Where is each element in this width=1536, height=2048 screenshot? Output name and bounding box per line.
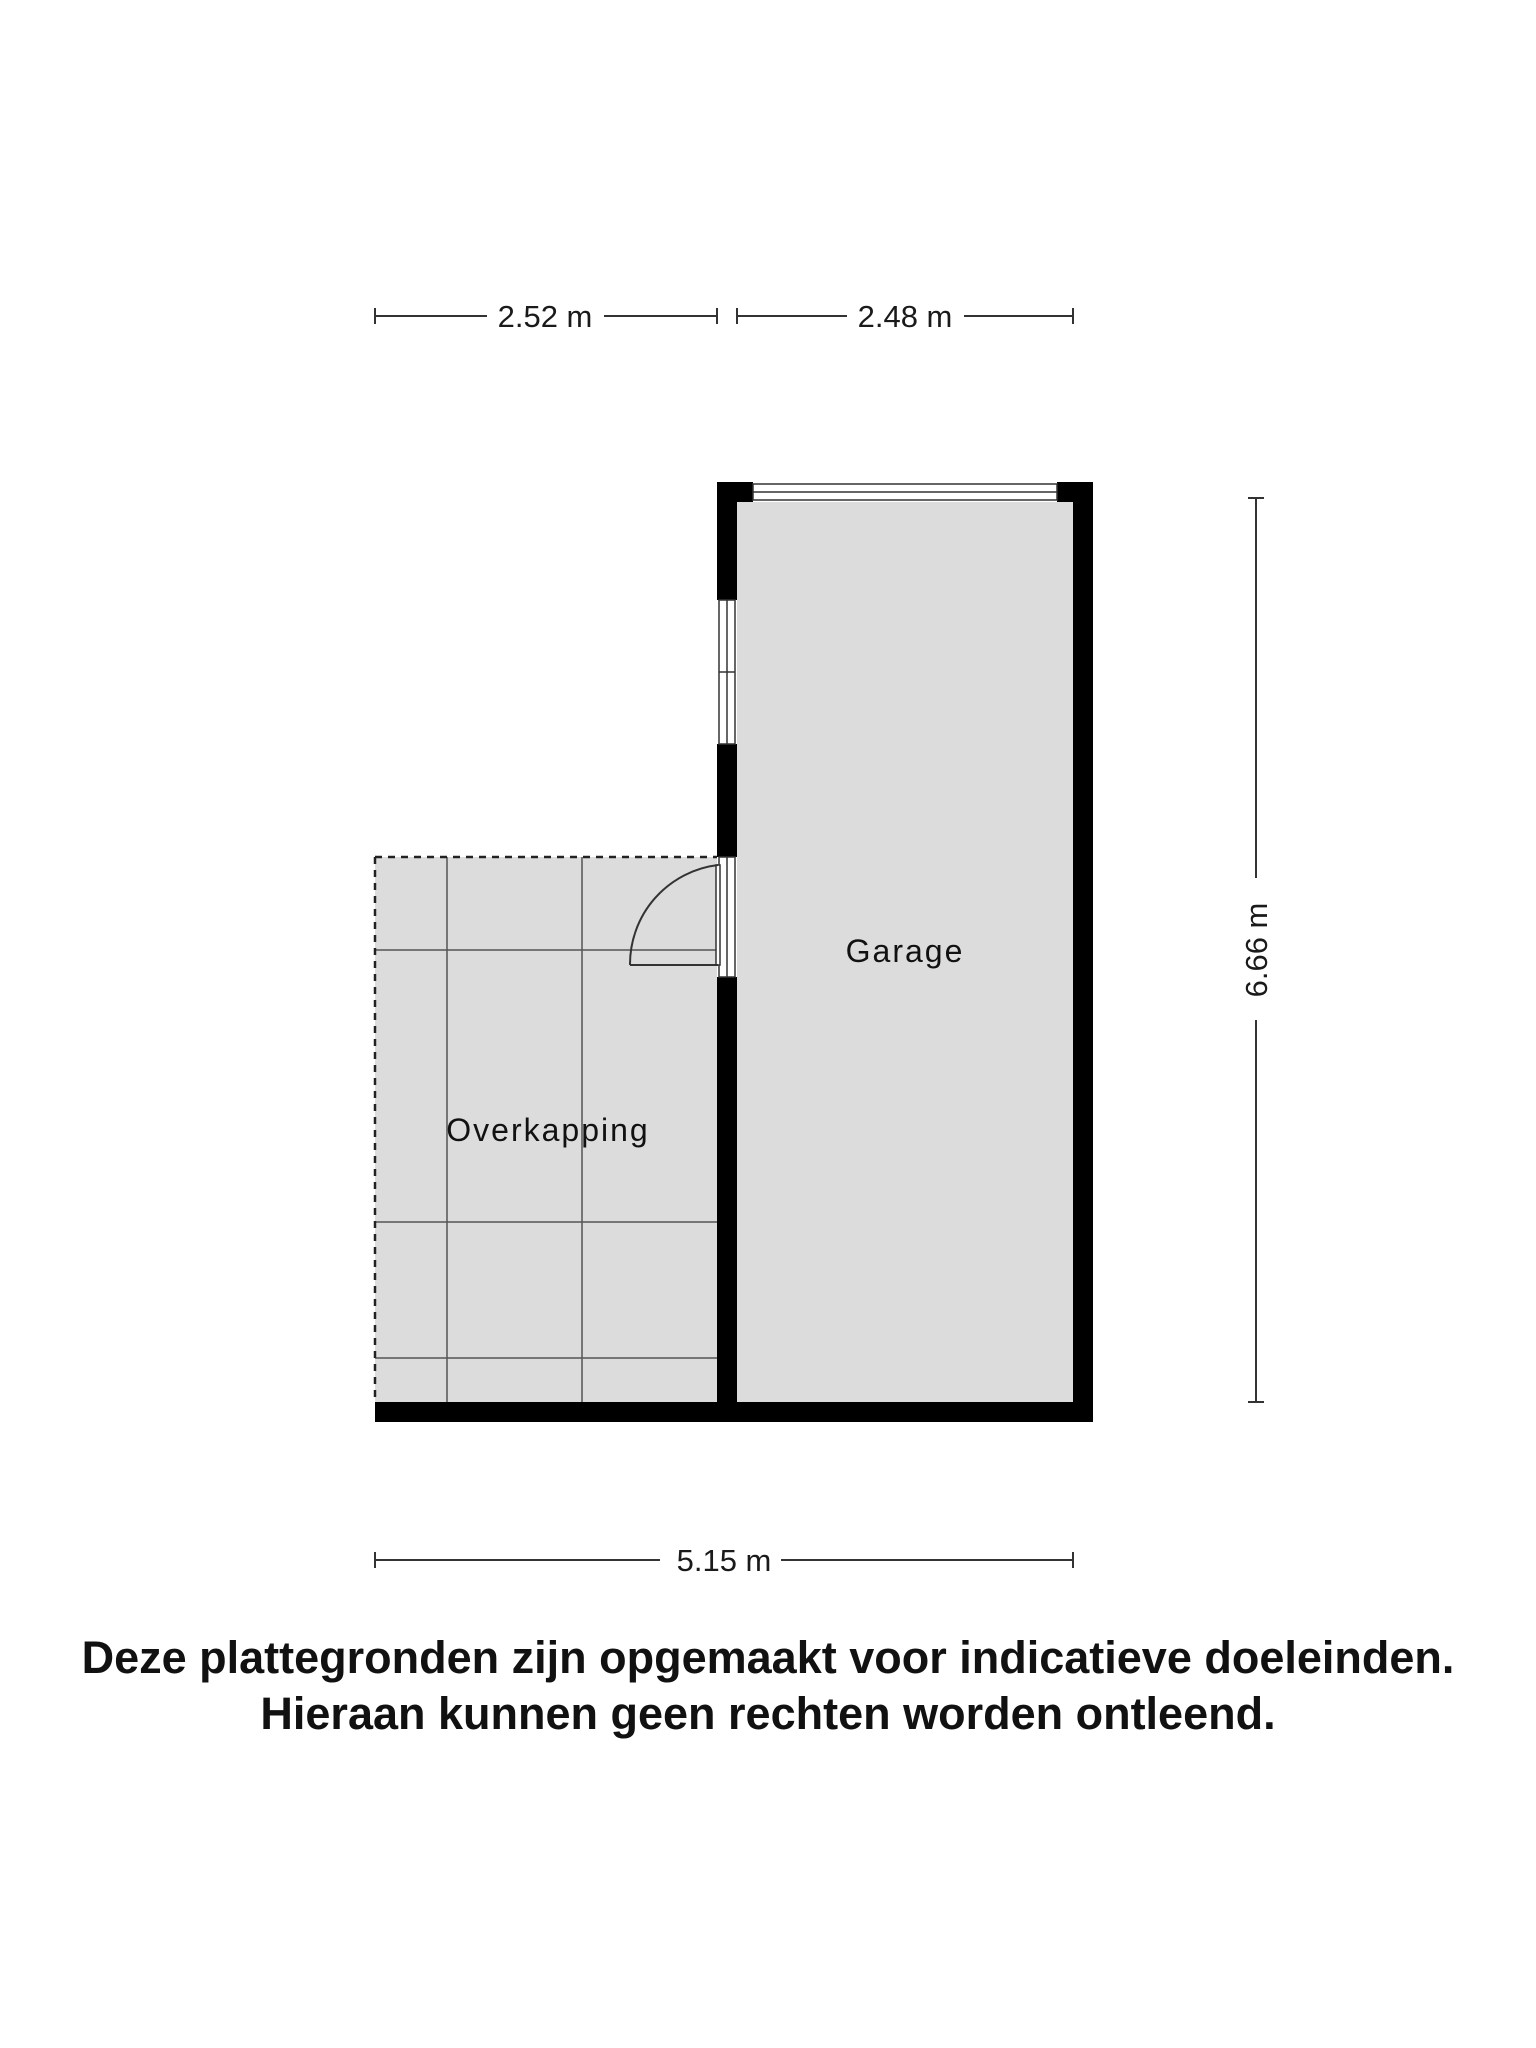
disclaimer-line-2: Hieraan kunnen geen rechten worden ontleend. (260, 1688, 1276, 1739)
dimension-label-right: 6.66 m (1239, 902, 1274, 998)
dimension-label-bottom: 5.15 m (676, 1543, 772, 1578)
dimension-label-top-left: 2.52 m (497, 299, 593, 334)
room-label-overkapping: Overkapping (446, 1112, 650, 1148)
dimension-label-top-right: 2.48 m (857, 299, 953, 334)
top-window (753, 484, 1057, 500)
disclaimer-line-1: Deze plattegronden zijn opgemaakt voor indicatieve doeleinden. (81, 1632, 1455, 1683)
side-window (719, 600, 735, 744)
room-label-garage: Garage (845, 933, 965, 969)
